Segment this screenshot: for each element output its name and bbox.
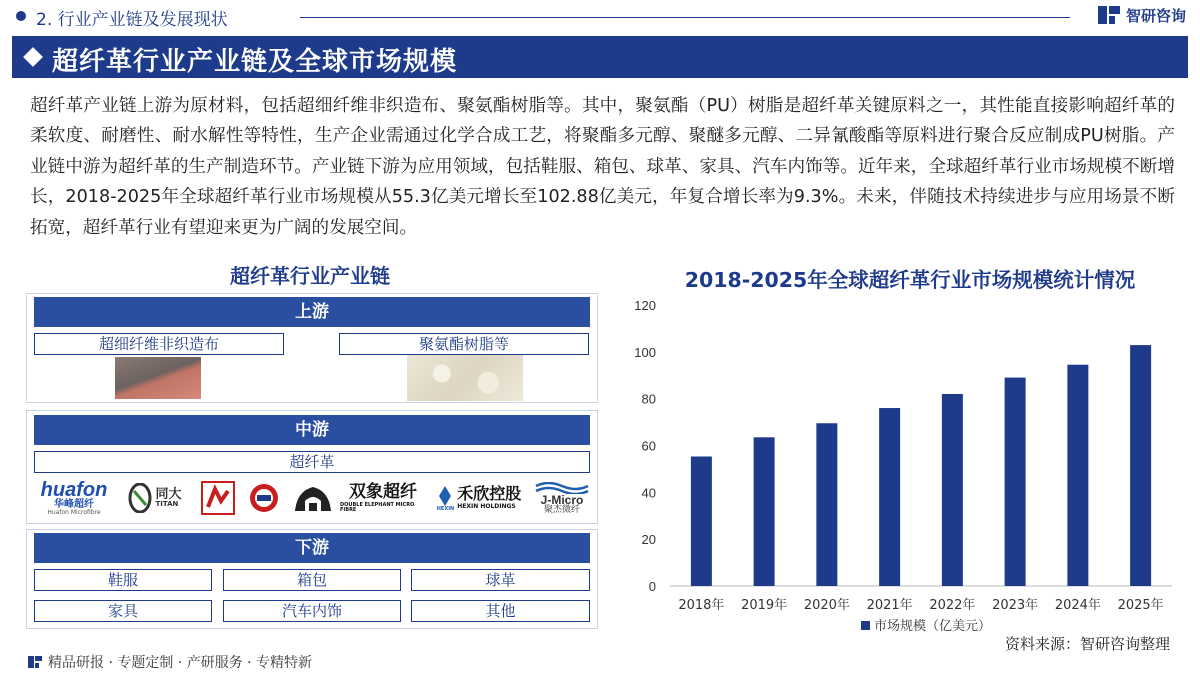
double-elephant-en: DOUBLE ELEPHANT MICRO FIBRE	[340, 501, 415, 513]
header-divider	[300, 17, 1070, 18]
huafon-wordmark: huafon	[40, 479, 108, 501]
footer	[28, 652, 312, 672]
brand-logo	[1098, 4, 1186, 26]
x-tick-label: 2019年	[741, 598, 788, 613]
chain-title: 超纤革行业产业链	[230, 264, 390, 288]
x-tick-label: 2023年	[992, 598, 1039, 613]
x-tick-label: 2020年	[803, 598, 850, 613]
midstream-item: 超纤革	[34, 451, 590, 473]
bar	[816, 423, 837, 586]
upstream-item: 聚氨酯树脂等	[339, 333, 589, 355]
titan-icon	[128, 483, 152, 513]
y-tick-label: 60	[641, 438, 656, 454]
bar	[754, 437, 775, 586]
title-bar	[12, 36, 1188, 78]
j-micro-en: J-Micro	[540, 492, 584, 507]
bar-chart	[620, 290, 1180, 635]
downstream-panel	[26, 529, 598, 629]
bar	[1067, 365, 1088, 586]
bar	[1005, 378, 1026, 586]
y-tick-label: 120	[634, 298, 656, 313]
titan-en: TITAN	[155, 500, 179, 508]
brand-icon	[1098, 4, 1120, 26]
legend-swatch	[861, 621, 870, 630]
downstream-item: 球革	[411, 569, 590, 591]
titan-cn: 同大	[155, 487, 182, 502]
hexin-cn: 禾欣控股	[457, 484, 522, 503]
x-tick-label: 2022年	[929, 598, 976, 613]
hexin-icon	[437, 485, 453, 507]
bar	[691, 457, 712, 586]
company-5-icon	[291, 481, 335, 515]
upstream-header: 上游	[34, 297, 590, 327]
company-logo-3	[196, 478, 240, 518]
hexin-en: HEXIN HOLDINGS	[457, 503, 516, 510]
x-tick-label: 2024年	[1054, 598, 1101, 613]
downstream-header: 下游	[34, 533, 590, 563]
midstream-header: 中游	[34, 415, 590, 445]
j-micro-logo	[532, 478, 592, 518]
downstream-item: 箱包	[223, 569, 401, 591]
x-tick-label: 2018年	[678, 598, 725, 613]
downstream-item: 鞋服	[34, 569, 212, 591]
footer-text: 精品研报 · 专题定制 · 产研服务 · 专精特新	[48, 655, 313, 671]
huafon-cn: 华峰超纤	[54, 499, 94, 510]
huafon-logo	[34, 478, 114, 518]
intro-paragraph: 超纤革产业链上游为原材料，包括超细纤维非织造布、聚氨酯树脂等。其中，聚氨酯（PU）树脂是超纤革关键原料之一，其性能直接影响超纤革的柔软度、耐磨性、耐水解性等特性，生产企业需通过化学合成工艺，将聚酯多元醇、聚醚多元醇、二异氰酸酯等原料进行聚合反应制成PU树脂。产业链中游为超纤革的生产制造环节。产业链下游为应用领域，包括鞋服、箱包、球革、家具、汽车内饰等。近年来，全球超纤革行业市场规模不断增长，2018-2025年全球超纤革行业市场规模从55.3亿美元增长至102.88亿美元，年复合增长率为9.3%。未来，伴随技术持续进步与应用场景不断拓宽，超纤革行业有望迎来更为广阔的发展空间。	[30, 96, 1175, 238]
legend-label: 市场规模（亿美元）	[874, 619, 992, 634]
upstream-panel	[26, 293, 598, 403]
y-tick-label: 80	[641, 391, 656, 407]
huafon-en: Huafon Microfibre	[47, 509, 101, 516]
downstream-item: 其他	[411, 600, 590, 622]
source-note: 资料来源：智研咨询整理	[1004, 635, 1170, 653]
company-logo-5	[288, 478, 338, 518]
y-tick-label: 40	[641, 485, 656, 501]
x-tick-label: 2025年	[1117, 598, 1164, 613]
downstream-item: 汽车内饰	[223, 600, 401, 622]
chart-title: 2018-2025年全球超纤革行业市场规模统计情况	[684, 268, 1136, 292]
bar	[1130, 345, 1151, 586]
hexin-logo	[428, 478, 530, 518]
y-tick-label: 0	[648, 579, 656, 594]
double-elephant-cn: 双象超纤	[349, 481, 417, 502]
downstream-item: 家具	[34, 600, 212, 622]
company-4-icon	[248, 482, 280, 514]
upstream-item: 超细纤维非织造布	[34, 333, 284, 355]
section-label: 2. 行业产业链及发展现状	[36, 10, 228, 30]
footer-brand-icon	[28, 655, 42, 669]
y-tick-label: 100	[634, 344, 656, 360]
bar	[879, 408, 900, 586]
double-elephant-logo	[340, 478, 426, 518]
j-micro-cn: 聚杰微纤	[543, 504, 580, 515]
hexin-mark: HEXIN	[436, 505, 455, 512]
bullet-icon	[16, 11, 26, 21]
fabric-photo	[115, 357, 201, 399]
bar	[942, 394, 963, 586]
resin-photo	[407, 355, 523, 401]
diamond-icon	[23, 47, 43, 67]
brand-name: 智研咨询	[1125, 6, 1186, 25]
company-3-icon	[201, 481, 235, 515]
page-title: 超纤革行业产业链及全球市场规模	[52, 47, 458, 77]
company-logo-4	[244, 478, 284, 518]
x-tick-label: 2021年	[866, 598, 913, 613]
top-header	[0, 0, 1200, 34]
titan-logo	[120, 478, 190, 518]
y-tick-label: 20	[641, 532, 656, 548]
j-micro-wave-icon	[534, 482, 590, 494]
